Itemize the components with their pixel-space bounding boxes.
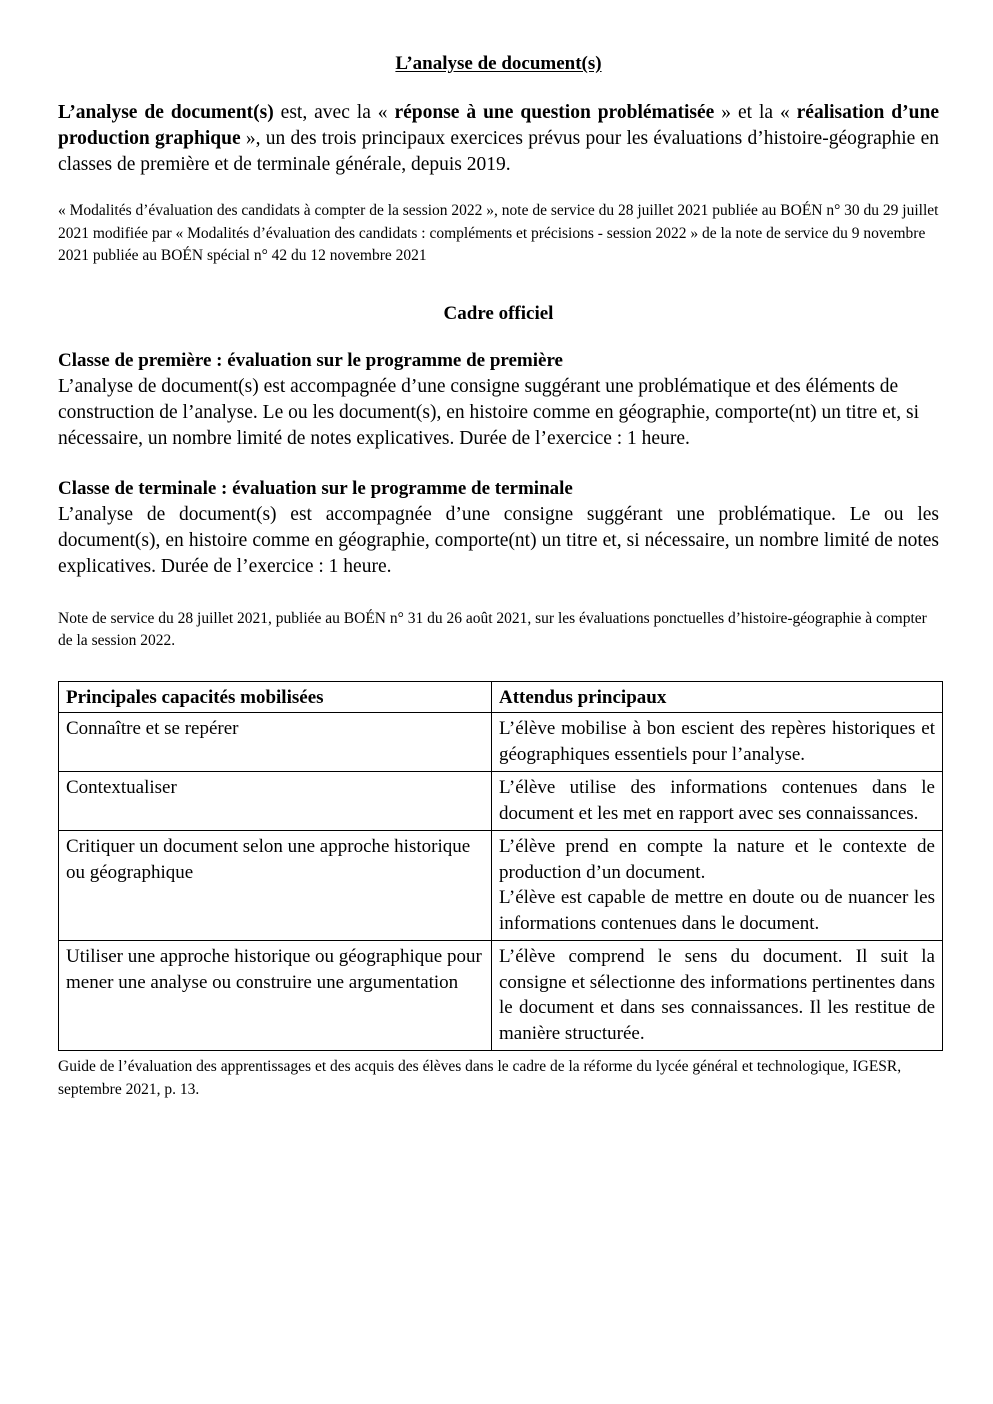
- attendu-paragraph: L’élève comprend le sens du document. Il suit la consigne et sélectionne des informations pertinentes dans le document et dans ses connaissances. Il les restitue de manière structurée.: [499, 946, 935, 1044]
- table-cell-attendus: [492, 941, 943, 1051]
- table-cell-capacite: Connaître et se repérer: [59, 713, 492, 772]
- table-header-attendus: Attendus principaux: [492, 681, 943, 713]
- table-header-row: [59, 681, 943, 713]
- intro-text-1: est, avec la «: [273, 102, 395, 123]
- table-row: [59, 831, 943, 941]
- attendu-paragraph: L’élève mobilise à bon escient des repères historiques et géographiques essentiels pour l’analyse.: [499, 718, 935, 765]
- reference-note-1: « Modalités d’évaluation des candidats à compter de la session 2022 », note de service du 28 juillet 2021 publiée au BOÉN n° 30 du 29 juillet 2021 modifiée par « Modalités d’évaluation des candidats : compléments et précisions - session 2022 » de la note de service du 9 novembre 2021 publiée au BOÉN spécial n° 42 du 12 novembre 2021: [58, 202, 939, 264]
- table-row: [59, 941, 943, 1051]
- body-classe-premiere: L’analyse de document(s) est accompagnée d’une consigne suggérant une problématique et des éléments de construction de l’analyse. Le ou les document(s), en histoire comme en géographie, comporte(nt) un titre et, si nécessaire, un nombre limité de notes explicatives. Durée de l’exercice : 1 heure.: [58, 375, 919, 449]
- source-caption: Guide de l’évaluation des apprentissages et des acquis des élèves dans le cadre de la réforme du lycée général et technologique, IGESR, septembre 2021, p. 13.: [58, 1058, 902, 1098]
- intro-paragraph: [58, 100, 939, 178]
- spacer-2: [58, 580, 939, 608]
- table-cell-attendus: [492, 772, 943, 831]
- spacer-3: [58, 653, 939, 681]
- body-classe-terminale: L’analyse de document(s) est accompagnée d’une consigne suggérant une problématique. Le ou les document(s), en histoire comme en géographie, comporte(nt) un titre et, si nécessaire, un nombre limité de notes explicatives. Durée de l’exercice : 1 heure.: [58, 503, 939, 577]
- table-cell-capacite: Utiliser une approche historique ou géographique pour mener une analyse ou construire une argumentation: [59, 941, 492, 1051]
- intro-text-3: », un des trois principaux exercices prévus pour les évaluations d’histoire-géographie en classes de première et de terminale générale, depuis 2019.: [58, 128, 939, 175]
- table-cell-capacite: Critiquer un document selon une approche historique ou géographique: [59, 831, 492, 941]
- table-header-capacites: Principales capacités mobilisées: [59, 681, 492, 713]
- page-title: [58, 52, 939, 76]
- attendu-paragraph: L’élève utilise des informations contenues dans le document et les met en rapport avec ses connaissances.: [499, 777, 935, 824]
- table-cell-attendus: [492, 831, 943, 941]
- capacities-table: [58, 681, 943, 1052]
- table-row: [59, 772, 943, 831]
- table-cell-attendus: [492, 713, 943, 772]
- attendu-paragraph: L’élève est capable de mettre en doute ou de nuancer les informations contenues dans le document.: [499, 887, 935, 934]
- page-title-text: L’analyse de document(s): [395, 53, 602, 74]
- intro-bold-3: réalisation d’une production graphique: [58, 102, 939, 149]
- section-heading-cadre-officiel: Cadre officiel: [443, 302, 554, 324]
- intro-bold-2: réponse à une question problématisée: [394, 102, 715, 123]
- heading-classe-terminale: Classe de terminale : évaluation sur le programme de terminale: [58, 477, 573, 499]
- heading-classe-premiere: Classe de première : évaluation sur le programme de première: [58, 349, 563, 371]
- spacer-1: [58, 452, 939, 476]
- reference-note-2: Note de service du 28 juillet 2021, publiée au BOÉN n° 31 du 26 août 2021, sur les évaluations ponctuelles d’histoire-géographie à compter de la session 2022.: [58, 609, 927, 649]
- attendu-paragraph: L’élève prend en compte la nature et le contexte de production d’un document.: [499, 836, 935, 883]
- intro-bold-1: L’analyse de document(s): [58, 102, 274, 123]
- table-row: [59, 713, 943, 772]
- intro-text-2: » et la «: [714, 102, 797, 123]
- table-cell-capacite: Contextualiser: [59, 772, 492, 831]
